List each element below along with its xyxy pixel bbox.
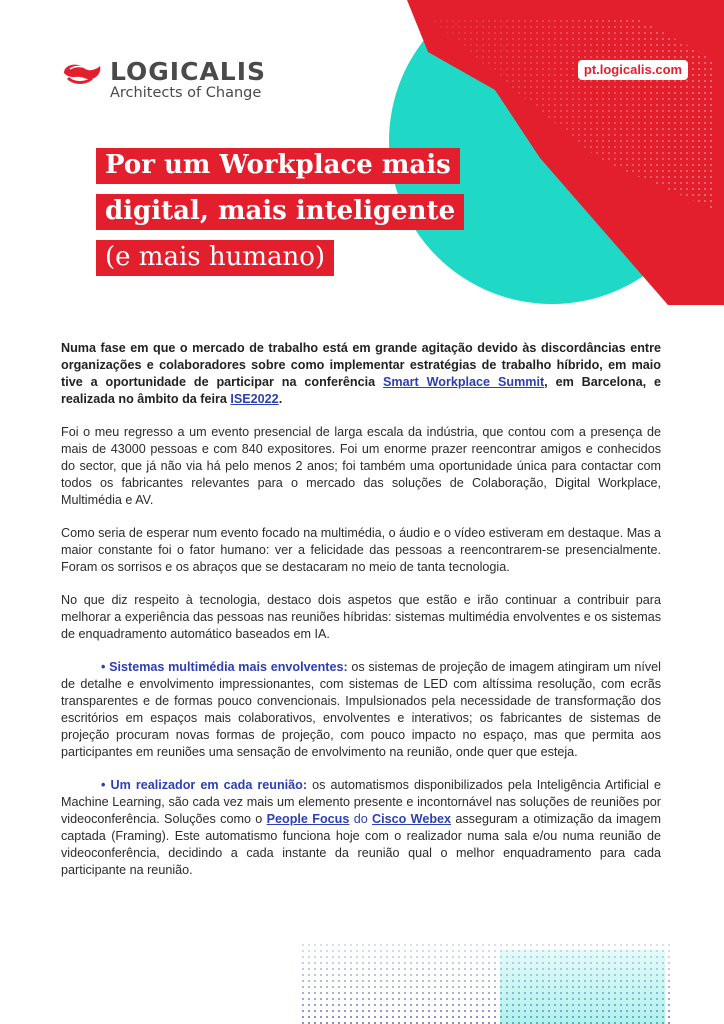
people-focus-link[interactable]: People Focus (266, 812, 350, 826)
bullet-heading: Sistemas multimédia mais envolventes: (109, 660, 348, 674)
cisco-webex-link[interactable]: Cisco Webex (372, 812, 452, 826)
bullet-marker-icon: • (101, 660, 110, 674)
bullet-heading: Um realizador em cada reunião: (110, 778, 308, 792)
bullet-marker-icon: • (101, 778, 111, 792)
bullet-realizador: • Um realizador em cada reunião: os automatismos disponibilizados pela Inteligência Artificial e Machine Learning, são cada vez mais um elemento presente e incontornável nas soluções de reuniões por videoconferência. Soluções como o People Focus do Cisco Webex asseguram a otimização da imagem captada (Framing). Este automatismo funciona hoje com o realizador numa sala e/ou numa reunião de videoconferência, decidindo a cada instante da reunião qual o melhor enquadramento para cada participante na reunião. (61, 778, 661, 877)
smart-workplace-summit-link[interactable]: Smart Workplace Summit (383, 375, 545, 389)
paragraph-4: No que diz respeito à tecnologia, destaco dois aspetos que estão e irão continuar a contribuir para melhorar a experiência das pessoas nas reuniões híbridas: sistemas multimédia envolventes e os sistemas de enquadramento automático baseados em IA. (61, 593, 661, 641)
title-line-2: digital, mais inteligente (96, 194, 464, 230)
brand-name: LOGICALIS (110, 57, 267, 86)
logo-mark-icon (60, 60, 104, 86)
title-line-3: (e mais humano) (96, 240, 334, 276)
title-line-1: Por um Workplace mais (96, 148, 460, 184)
article-body (61, 340, 661, 895)
paragraph-3: Como seria de esperar num evento focado na multimédia, o áudio e o vídeo estiveram em destaque. Mas a maior constante foi o fator humano: ver a felicidade das pessoas a reencontrarem-se presencialmente. Foram os sorrisos e os abraços que se destacaram no meio de tanta tecnologia. (61, 526, 661, 574)
website-url[interactable]: pt.logicalis.com (578, 60, 688, 80)
intro-paragraph: Numa fase em que o mercado de trabalho está em grande agitação devido às discordâncias entre organizações e colaboradores sobre como implementar estratégias de trabalho híbrido, em maio tive a oportunidade de participar na conferência Smart Workplace Summit, em Barcelona, e realizada no âmbito da feira ISE2022. (61, 341, 661, 406)
paragraph-2: Foi o meu regresso a um evento presencial de larga escala da indústria, que contou com a presença de mais de 43000 pessoas e com 840 expositores. Foi um enorme prazer reencontrar amigos e conhecidos do sector, que já não via há pelo menos 2 anos; foi também uma oportunidade única para contactar com todos os fabricantes relevantes para o mercado das soluções de Colaboração, Digital Workplace, Multimédia e AV. (61, 425, 661, 507)
ise2022-link[interactable]: ISE2022 (230, 392, 279, 406)
brand-tagline: Architects of Change (110, 85, 262, 101)
bullet-multimedia: • Sistemas multimédia mais envolventes: os sistemas de projeção de imagem atingiram um nível de detalhe e envolvimento impressionantes, com sistemas de LED com altíssima resolução, com ecrãs transparentes e de formas pouco convencionais. Impulsionados pela necessidade de transformação dos escritórios em espaços mais colaborativos, envolventes e interativos; os fabricantes de sistemas de projeção procuram novas formas de projeção, com pouco impacto no espaço, mas que permita aos participantes em reuniões uma sensação de envolvimento na reunião, onde quer que esteja. (61, 660, 661, 759)
